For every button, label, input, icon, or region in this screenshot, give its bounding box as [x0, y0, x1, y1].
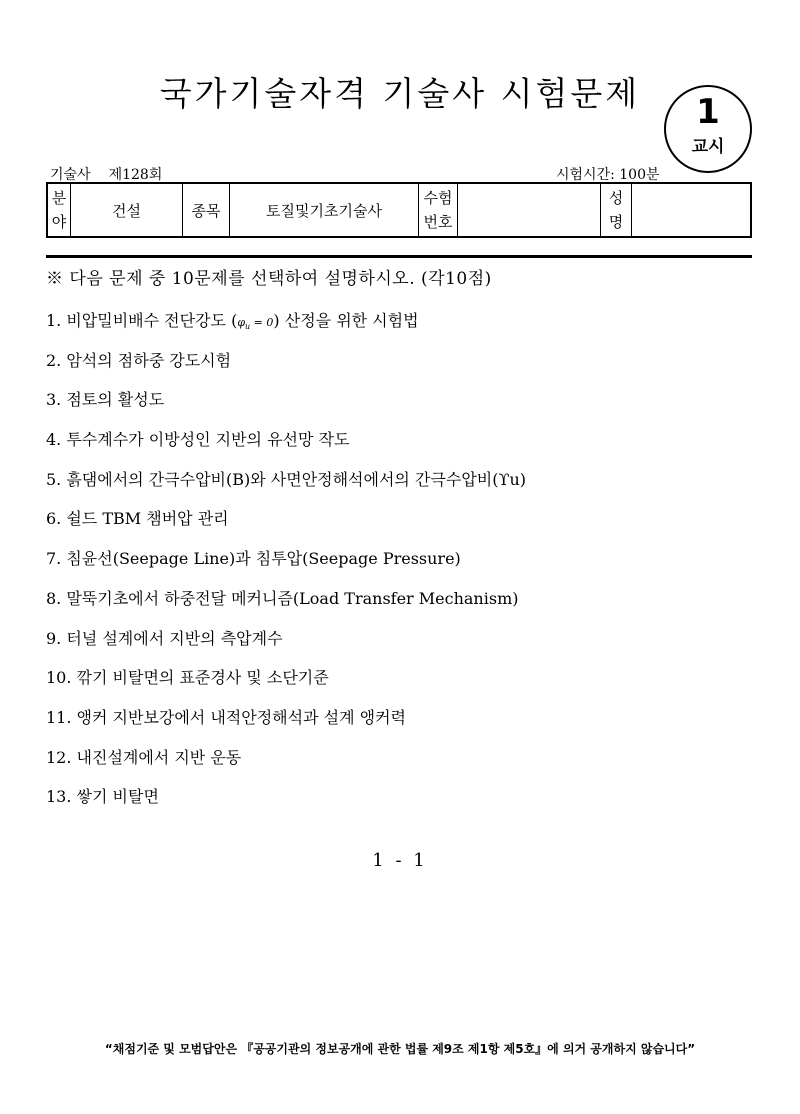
divider	[46, 255, 752, 258]
type-label: 종목	[183, 183, 230, 237]
examno-field[interactable]	[458, 183, 601, 237]
question-item: 3. 점토의 활성도	[46, 390, 165, 410]
question-item: 12. 내진설계에서 지반 운동	[46, 747, 242, 767]
exam-round: 제128회	[108, 167, 163, 183]
name-field[interactable]	[632, 183, 752, 237]
session-label: 교시	[691, 137, 725, 157]
question-item: 8. 말뚝기초에서 하중전달 메커니즘(Load Transfer Mechanism)	[46, 588, 519, 608]
info-table	[46, 182, 752, 238]
phi-symbol: $\varphi_u = 0$	[237, 316, 274, 332]
footer-notice: “채점기준 및 모범답안은 『공공기관의 정보공개에 관한 법률 제9조 제1항 제5호』에 의거 공개하지 않습니다”	[104, 1042, 696, 1056]
field-label: 분 야	[47, 183, 71, 237]
question-item: 5. 흙댐에서의 간극수압비(B)와 사면안정해석에서의 간극수압비(ϒu)	[46, 469, 527, 489]
question-item: 9. 터널 설계에서 지반의 측압계수	[46, 628, 283, 648]
question-item: 11. 앵커 지반보강에서 내적안정해석과 설계 앵커력	[46, 707, 406, 727]
exam-meta	[50, 164, 162, 184]
type-value: 토질및기초기술사	[230, 183, 419, 237]
question-item: 1. 비압밀비배수 전단강도 $(\varphi_u = 0)$ 산정을 위한 시험법	[46, 311, 419, 332]
instruction: ※ 다음 문제 중 10문제를 선택하여 설명하시오. (각10점)	[46, 269, 492, 289]
exam-time: 시험시간: 100분	[556, 167, 660, 183]
name-label: 성 명	[601, 183, 632, 237]
question-item: 7. 침윤선(Seepage Line)과 침투압(Seepage Pressure)	[46, 549, 461, 569]
field-value: 건설	[71, 183, 183, 237]
question-item: 10. 깎기 비탈면의 표준경사 및 소단기준	[46, 668, 329, 688]
exam-title: 국가기술자격 기술사 시험문제	[159, 74, 641, 113]
question-item: 6. 쉴드 TBM 챔버압 관리	[46, 509, 229, 529]
question-list	[46, 303, 526, 819]
session-badge	[664, 85, 752, 173]
question-item: 4. 투수계수가 이방성인 지반의 유선망 작도	[46, 430, 350, 450]
question-item: 13. 쌓기 비탈면	[46, 787, 159, 807]
exam-category: 기술사	[50, 167, 91, 183]
session-number: 1	[696, 92, 720, 132]
question-item: 2. 암석의 점하중 강도시험	[46, 350, 232, 370]
examno-label: 수험 번호	[419, 183, 458, 237]
page-number: 1 - 1	[372, 850, 428, 871]
